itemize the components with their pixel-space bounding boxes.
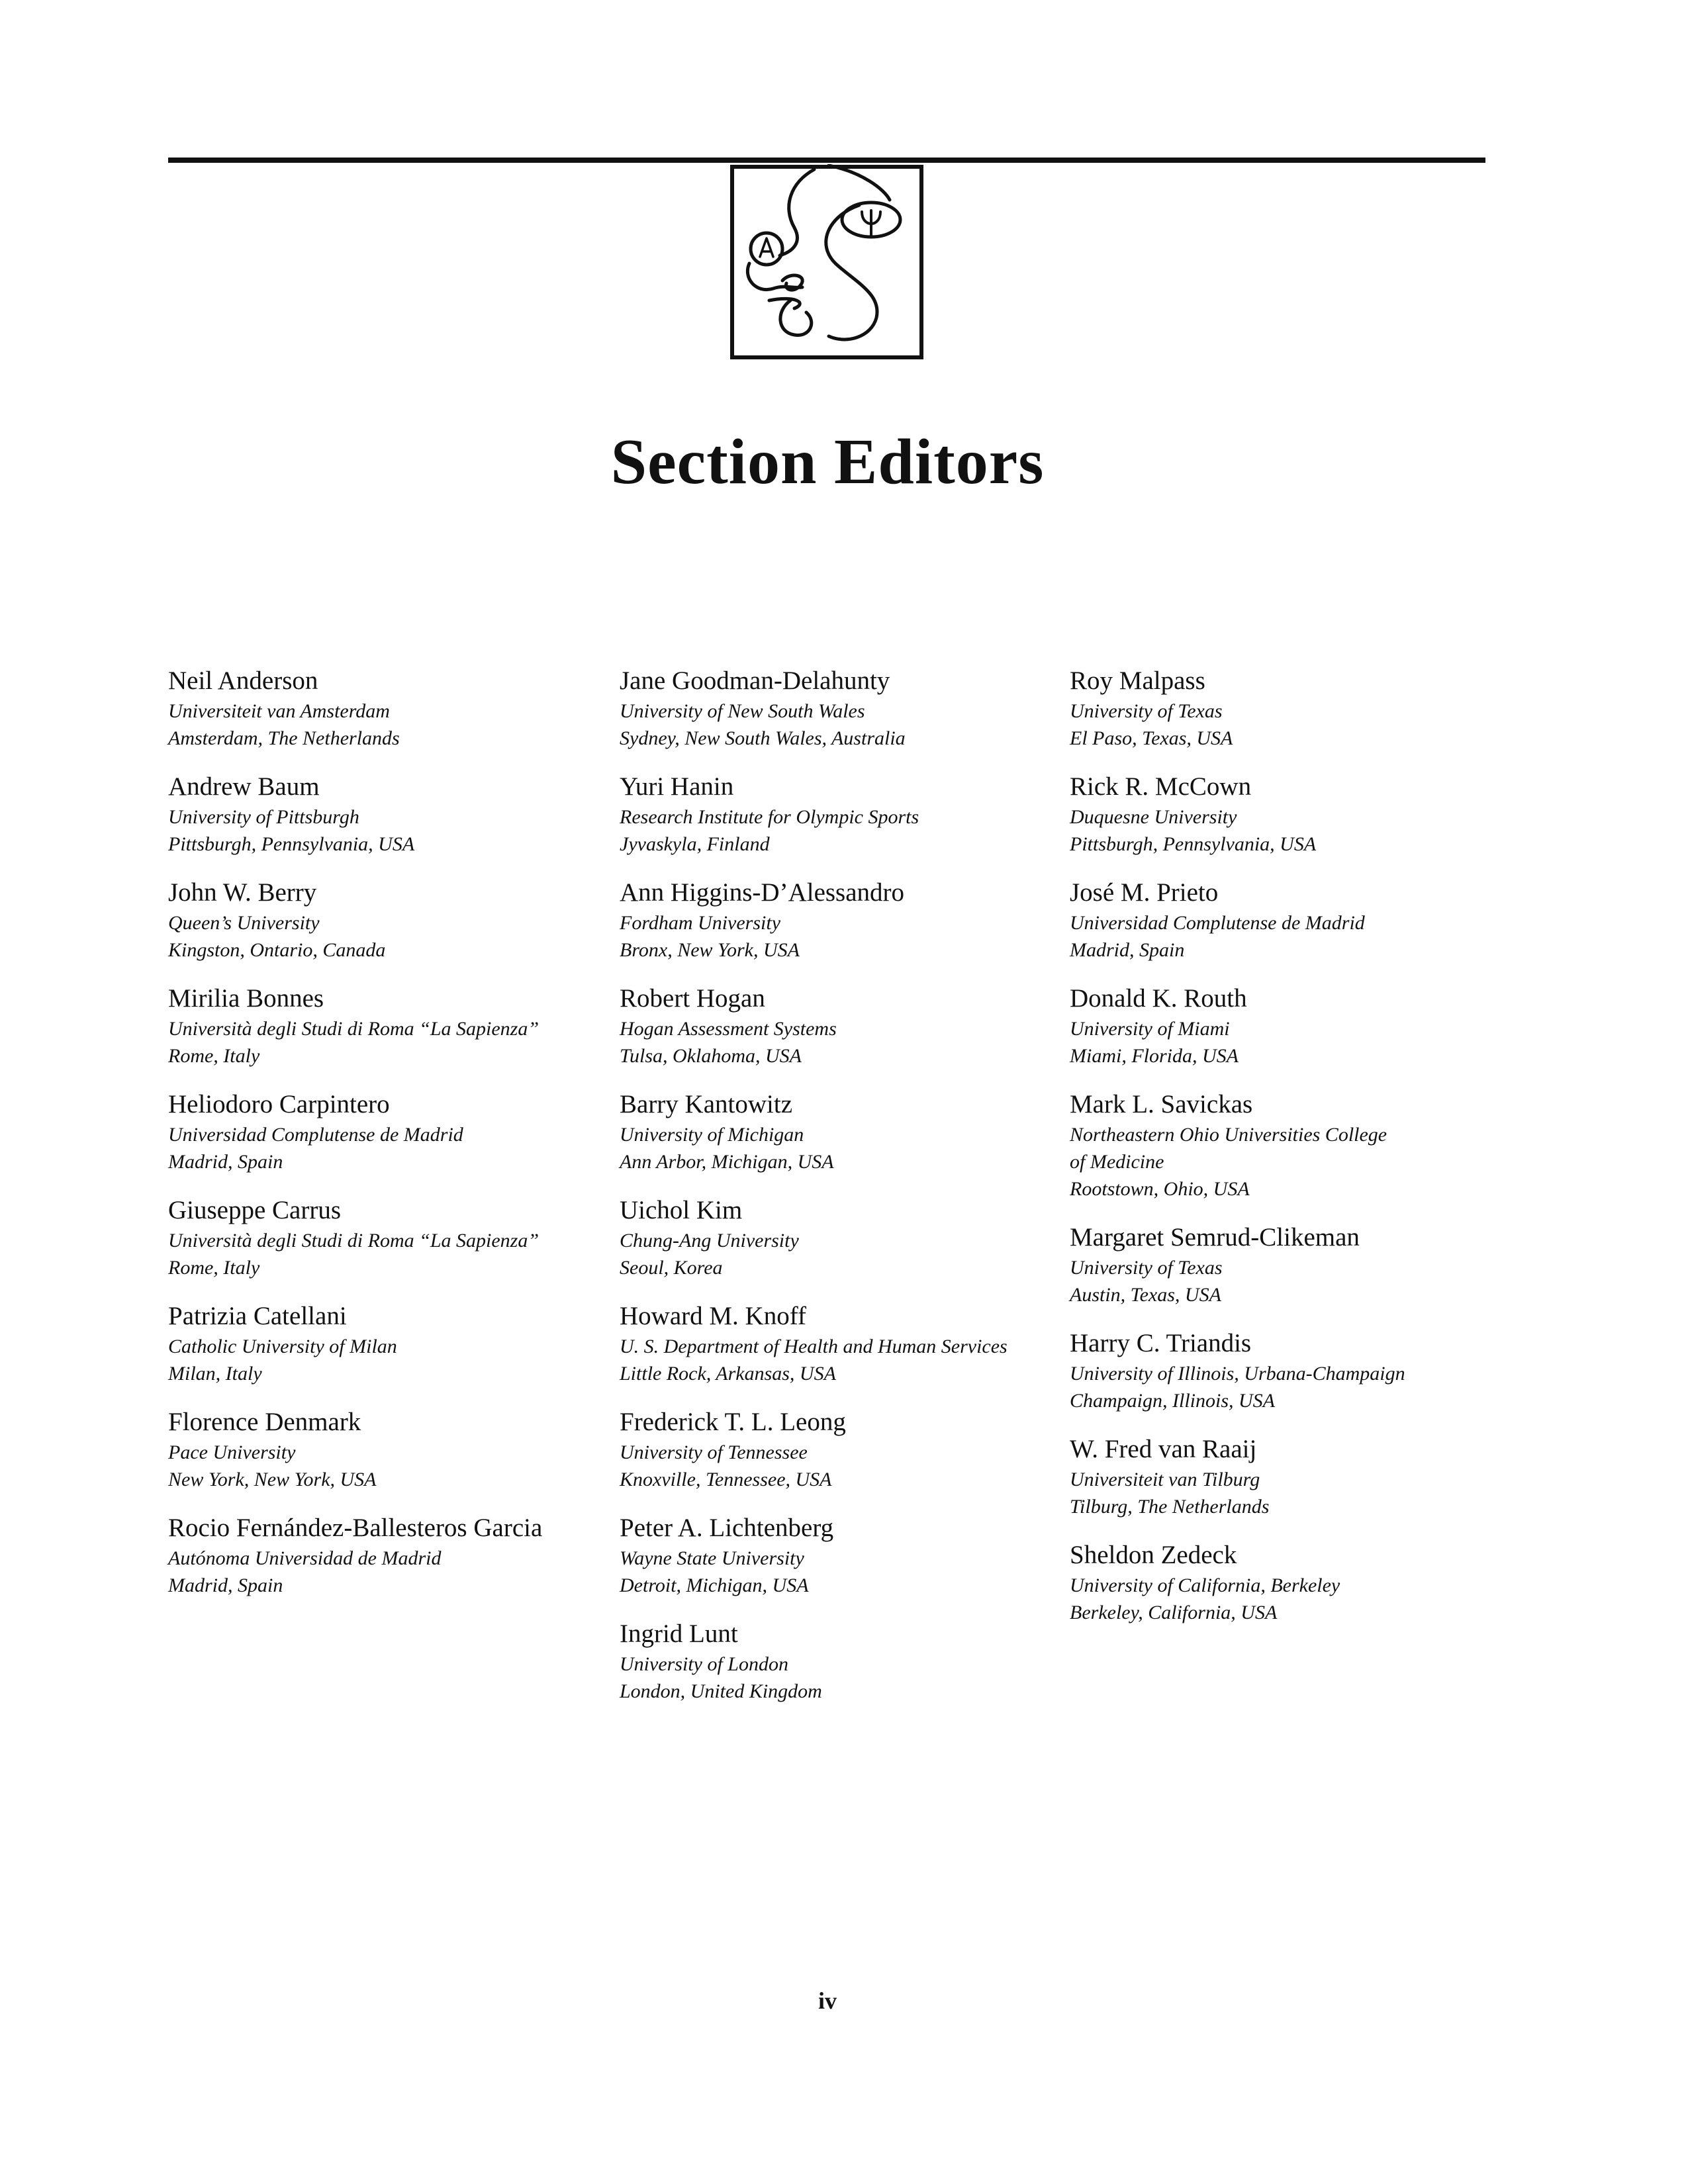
editor-affiliation: University of Illinois, Urbana-Champaign	[1070, 1363, 1405, 1385]
face-logo-icon	[729, 164, 924, 360]
editor-name: Frederick T. L. Leong	[620, 1408, 846, 1436]
editor-location: Madrid, Spain	[1070, 939, 1185, 961]
editor-location: Seoul, Korea	[620, 1257, 723, 1279]
editor-location: New York, New York, USA	[168, 1469, 377, 1490]
editor-location: Rootstown, Ohio, USA	[1070, 1178, 1250, 1200]
editor-name: Giuseppe Carrus	[168, 1196, 342, 1224]
editor-name: Patrizia Catellani	[168, 1302, 347, 1330]
editor-entry	[620, 1300, 1056, 1387]
editor-name: Mirilia Bonnes	[168, 984, 324, 1013]
editor-name: Jane Goodman-Delahunty	[620, 666, 890, 695]
editor-affiliation: Chung-Ang University	[620, 1230, 799, 1251]
page-number: iv	[818, 1987, 837, 2014]
editor-affiliation: Universidad Complutense de Madrid	[1070, 912, 1365, 934]
editors-column-1	[168, 664, 605, 1617]
editor-location: Champaign, Illinois, USA	[1070, 1390, 1276, 1412]
editors-column-3	[1070, 664, 1507, 1645]
editor-name: Yuri Hanin	[620, 772, 734, 801]
editor-location: London, United Kingdom	[620, 1680, 822, 1702]
editor-location: Kingston, Ontario, Canada	[168, 939, 386, 961]
editor-entry	[168, 1194, 605, 1281]
editor-location: Little Rock, Arkansas, USA	[620, 1363, 836, 1385]
editor-name: Rick R. McCown	[1070, 772, 1252, 801]
editor-affiliation: University of New South Wales	[620, 700, 865, 722]
editor-affiliation: University of Texas	[1070, 1257, 1223, 1279]
editor-entry	[620, 664, 1056, 752]
editor-affiliation: Northeastern Ohio Universities College	[1070, 1124, 1387, 1146]
editor-location: Ann Arbor, Michigan, USA	[620, 1151, 834, 1173]
editor-location: Austin, Texas, USA	[1070, 1284, 1221, 1306]
editor-location: Miami, Florida, USA	[1070, 1045, 1239, 1067]
editor-entry	[168, 770, 605, 858]
editor-location: Berkeley, California, USA	[1070, 1602, 1278, 1623]
editor-location: Tilburg, The Netherlands	[1070, 1496, 1270, 1518]
editor-location: El Paso, Texas, USA	[1070, 727, 1233, 749]
editor-affiliation: University of Tennessee	[620, 1441, 808, 1463]
editor-name: Rocio Fernández-Ballesteros Garcia	[168, 1514, 543, 1542]
editor-entry	[620, 1088, 1056, 1175]
editor-affiliation: U. S. Department of Health and Human Services	[620, 1336, 1008, 1357]
editor-location: Milan, Italy	[168, 1363, 262, 1385]
editor-affiliation: Research Institute for Olympic Sports	[620, 806, 919, 828]
editor-entry	[168, 1088, 605, 1175]
editor-name: Barry Kantowitz	[620, 1090, 793, 1118]
editor-entry	[168, 1300, 605, 1387]
editor-name: José M. Prieto	[1070, 878, 1219, 907]
editor-affiliation: Pace University	[168, 1441, 296, 1463]
page-title: Section Editors	[610, 426, 1045, 498]
editor-affiliation: University of Pittsburgh	[168, 806, 359, 828]
editor-location: Madrid, Spain	[168, 1151, 283, 1173]
editor-entry	[620, 1617, 1056, 1705]
editor-affiliation: University of Texas	[1070, 700, 1223, 722]
editor-affiliation: University of London	[620, 1653, 788, 1675]
editor-entry	[620, 982, 1056, 1069]
editor-location: Bronx, New York, USA	[620, 939, 800, 961]
editors-column-2	[620, 664, 1056, 1723]
editor-affiliation-cont: of Medicine	[1070, 1151, 1164, 1173]
editor-name: Sheldon Zedeck	[1070, 1541, 1237, 1569]
editor-entry	[168, 982, 605, 1069]
editor-affiliation: Universiteit van Amsterdam	[168, 700, 390, 722]
editor-name: Donald K. Routh	[1070, 984, 1247, 1013]
editor-name: W. Fred van Raaij	[1070, 1435, 1257, 1463]
editor-affiliation: Fordham University	[620, 912, 781, 934]
editor-name: Neil Anderson	[168, 666, 318, 695]
editor-affiliation: Universidad Complutense de Madrid	[168, 1124, 463, 1146]
editor-affiliation: Wayne State University	[620, 1547, 804, 1569]
editor-affiliation: Queen’s University	[168, 912, 320, 934]
top-rule	[168, 158, 1485, 163]
editor-entry	[1070, 1327, 1507, 1414]
editor-name: Uichol Kim	[620, 1196, 743, 1224]
editor-name: Andrew Baum	[168, 772, 320, 801]
editor-name: Mark L. Savickas	[1070, 1090, 1253, 1118]
editor-entry	[1070, 770, 1507, 858]
editor-location: Rome, Italy	[168, 1257, 260, 1279]
editor-entry	[620, 876, 1056, 964]
editor-entry	[1070, 664, 1507, 752]
editor-entry	[1070, 982, 1507, 1069]
editor-name: Howard M. Knoff	[620, 1302, 806, 1330]
editor-affiliation: University of California, Berkeley	[1070, 1574, 1340, 1596]
editor-affiliation: University of Michigan	[620, 1124, 804, 1146]
editor-affiliation: Catholic University of Milan	[168, 1336, 397, 1357]
editor-entry	[1070, 1433, 1507, 1520]
editor-affiliation: Duquesne University	[1070, 806, 1237, 828]
editor-entry	[1070, 1088, 1507, 1203]
editor-entry	[168, 1406, 605, 1493]
editor-name: Harry C. Triandis	[1070, 1329, 1252, 1357]
editor-location: Madrid, Spain	[168, 1574, 283, 1596]
editor-entry	[168, 1512, 605, 1599]
editor-name: Ingrid Lunt	[620, 1619, 738, 1648]
editor-entry	[620, 1512, 1056, 1599]
editor-entry	[620, 1194, 1056, 1281]
editor-affiliation: University of Miami	[1070, 1018, 1230, 1040]
editor-name: Peter A. Lichtenberg	[620, 1514, 834, 1542]
editor-name: Robert Hogan	[620, 984, 765, 1013]
editor-name: Florence Denmark	[168, 1408, 361, 1436]
editor-entry	[168, 876, 605, 964]
editor-name: Ann Higgins-D’Alessandro	[620, 878, 905, 907]
editor-name: John W. Berry	[168, 878, 317, 907]
editor-entry	[1070, 1221, 1507, 1308]
editor-location: Pittsburgh, Pennsylvania, USA	[168, 833, 415, 855]
editor-location: Pittsburgh, Pennsylvania, USA	[1070, 833, 1317, 855]
editor-name: Heliodoro Carpintero	[168, 1090, 390, 1118]
editor-affiliation: Università degli Studi di Roma “La Sapienza”	[168, 1230, 539, 1251]
editor-name: Margaret Semrud-Clikeman	[1070, 1223, 1360, 1251]
editor-location: Amsterdam, The Netherlands	[168, 727, 400, 749]
editor-location: Tulsa, Oklahoma, USA	[620, 1045, 802, 1067]
editor-affiliation: Universiteit van Tilburg	[1070, 1469, 1260, 1490]
editor-location: Detroit, Michigan, USA	[620, 1574, 809, 1596]
editor-entry	[168, 664, 605, 752]
editor-name: Roy Malpass	[1070, 666, 1205, 695]
editor-location: Jyvaskyla, Finland	[620, 833, 770, 855]
editor-affiliation: Hogan Assessment Systems	[620, 1018, 837, 1040]
editor-entry	[1070, 1539, 1507, 1626]
editor-entry	[620, 770, 1056, 858]
editor-entry	[620, 1406, 1056, 1493]
editor-entry	[1070, 876, 1507, 964]
editor-location: Sydney, New South Wales, Australia	[620, 727, 906, 749]
editor-location: Rome, Italy	[168, 1045, 260, 1067]
editor-affiliation: Autónoma Universidad de Madrid	[168, 1547, 442, 1569]
editor-location: Knoxville, Tennessee, USA	[620, 1469, 832, 1490]
editor-affiliation: Università degli Studi di Roma “La Sapienza”	[168, 1018, 539, 1040]
